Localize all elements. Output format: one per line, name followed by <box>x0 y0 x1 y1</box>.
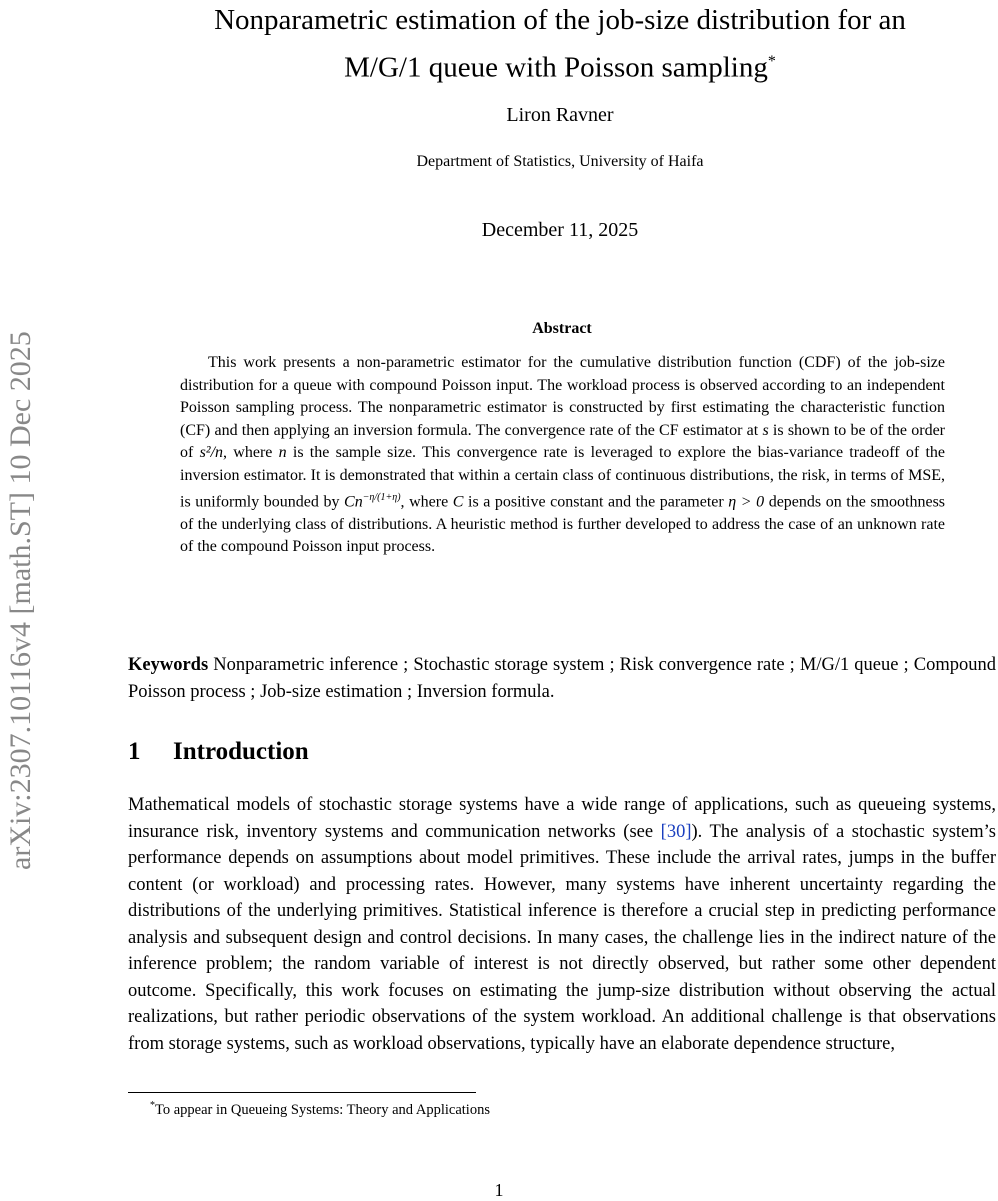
intro-text-b: ). The analysis of a stochastic system’s performance depends on assumptions about model primitives. These include the arrival rates, jumps in the buffer content (or workload) and processing rates. However, many systems have inherent uncertainty regarding the distributions of the underlying primitives. Statistical inference is therefore a crucial step in predicting performance analysis and subsequent design and control decisions. In many cases, the challenge lies in the indirect nature of the inference problem; the random variable of interest is not directly observed, but rather some other dependent outcome. Specifically, this work focuses on estimating the jump-size distribution without observing the actual realizations, but rather periodic observations of the system workload. An additional challenge is that observations from storage systems, such as workload observations, typically have an elaborate dependence structure, <box>128 821 996 1054</box>
page-number: 1 <box>494 1180 504 1200</box>
abstract-text-3: , where <box>223 444 279 461</box>
footnote-text: To appear in Queueing Systems: Theory and Applications <box>155 1101 490 1118</box>
abstract-text-7: depends on the smoothness of the underlying class of distributions. A heuristic method is further developed to address the case of an unknown rate of the compound Poisson input process. <box>180 493 946 556</box>
footnote-mark: * <box>150 1100 155 1111</box>
keywords-text: Nonparametric inference ; Stochastic storage system ; Risk convergence rate ; M/G/1 queue ; Compound Poisson process ; Job-size estimation ; Inversion formula. <box>128 655 996 702</box>
intro-text-a: Mathematical models of stochastic storage systems have a wide range of applications, such as queueing systems, insurance risk, inventory systems and communication networks (see <box>128 795 996 842</box>
abstract-body <box>180 352 945 559</box>
title-line-2 <box>110 41 998 89</box>
abstract-text-2: is shown to be of the order of <box>180 421 945 461</box>
keywords-label: Keywords <box>128 655 209 675</box>
abstract-text-4: is the sample size. This convergence rate is leveraged to explore the bias-variance tradeoff of the inversion estimator. It is demonstrated that within a certain class of continuous distributions, the risk, in terms of MSE, is uniformly bounded by <box>180 444 946 511</box>
abstract-var-s: s <box>762 421 769 439</box>
introduction-paragraph <box>128 792 996 1057</box>
section-number: 1 <box>128 738 141 765</box>
abstract-text-1: This work presents a non-parametric estimator for the cumulative distribution function (CDF) of the job-size distribution for a queue with compound Poisson input. The workload process is observed according to an independent Poisson sampling process. The nonparametric estimator is constructed by first estimating the characteristic function (CF) and then applying an inversion formula. The convergence rate of the CF estimator at <box>180 354 945 439</box>
abstract-bound-base: Cn <box>344 493 363 511</box>
abstract-var-c: C <box>452 493 464 511</box>
abstract-heading: Abstract <box>532 320 592 337</box>
arxiv-sidebar <box>0 130 52 890</box>
title-line-2-text: M/G/1 queue with Poisson sampling <box>344 51 768 84</box>
title-line-1: Nonparametric estimation of the job-size distribution for an <box>214 4 906 36</box>
section-heading-introduction <box>128 738 309 766</box>
abstract-text-6: is a positive constant and the parameter <box>463 493 729 511</box>
abstract-var-n: n <box>278 444 287 461</box>
arxiv-id-stamp: arXiv:2307.10116v4 [math.ST] 10 Dec 2025 <box>4 331 37 870</box>
footnote <box>150 1100 490 1119</box>
abstract-bound-exponent: −η/(1+η) <box>362 492 401 503</box>
abstract-eta-condition: η > 0 <box>728 493 765 511</box>
affiliation: Department of Statistics, University of Haifa <box>416 153 704 170</box>
author-name: Liron Ravner <box>506 104 614 126</box>
abstract-text-5: , where <box>400 493 453 511</box>
paper-date: December 11, 2025 <box>481 219 639 241</box>
section-title: Introduction <box>173 738 309 765</box>
keywords-paragraph <box>128 652 996 706</box>
footnote-rule <box>128 1092 476 1093</box>
title-footnote-mark: * <box>767 53 776 70</box>
abstract-rate-expression: s²/n <box>199 444 224 461</box>
paper-title <box>110 0 998 89</box>
citation-link-30[interactable]: [30] <box>660 821 692 842</box>
